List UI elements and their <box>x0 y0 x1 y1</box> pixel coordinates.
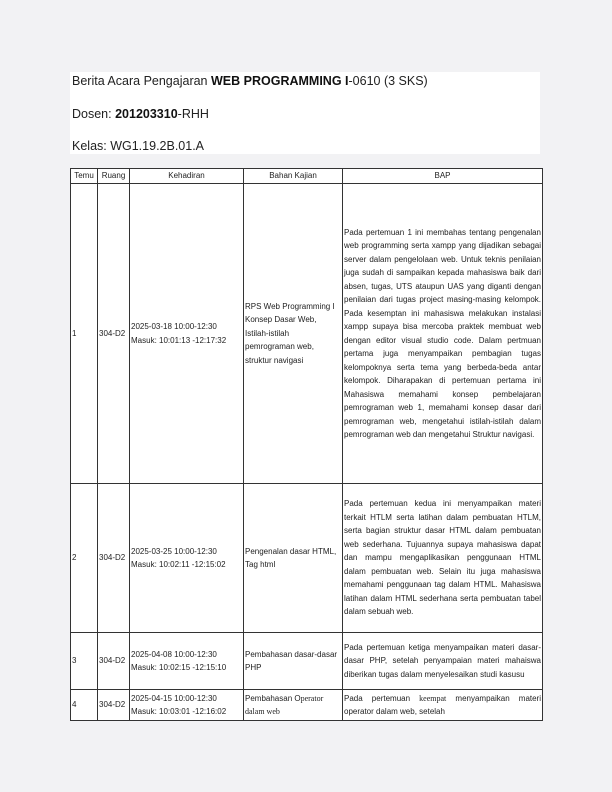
bahan-kajian-cell <box>244 690 343 721</box>
bap-cell <box>343 690 543 721</box>
kelas-line: Kelas: WG1.19.2B.01.A <box>72 139 205 153</box>
table-row <box>71 633 543 690</box>
masuk-text: Masuk: 10:02:15 -12:15:10 <box>131 663 227 672</box>
bap-cell: Pada pertemuan kedua ini menyampaikan materi terkait HTLM serta latihan dalam pembuatan HTLM, serta bagian struktur dasar HTML dalam pembuatan web sederhana. Tujuannya supaya mahasiswa dapat dan mampu mengaplikasikan penggunaan HTML dalam pembuatan web. Selain itu juga mahasiswa memahami penggunaan tag dalam HTML. Mahasiswa latihan dalam HTML sederhana serta pembuatan tabel dalam sebuah web. <box>343 484 543 633</box>
temu-cell: 3 <box>71 633 98 690</box>
jadwal-text: 2025-04-15 10:00-12:30 <box>131 693 217 703</box>
column-header-kehadiran: Kehadiran <box>130 169 244 184</box>
table-row <box>71 184 543 484</box>
bahan-text-b: perator dalam web <box>245 693 324 716</box>
table-row <box>71 484 543 633</box>
dosen-suffix: -RHH <box>177 107 209 121</box>
jadwal-text: 2025-03-18 10:00-12:30 <box>131 322 217 331</box>
jadwal-text: 2025-04-08 10:00-12:30 <box>131 649 217 659</box>
kehadiran-cell <box>130 690 244 721</box>
bahan-kajian-cell: Pengenalan dasar HTML, Tag html <box>244 484 343 633</box>
kehadiran-cell <box>130 633 244 690</box>
bap-table <box>70 168 543 721</box>
bahan-kajian-cell: RPS Web Programming I Konsep Dasar Web, Istilah-istilah pemrograman web, struktur navigasi <box>244 184 343 484</box>
ruang-cell: 304-D2 <box>98 484 130 633</box>
dosen-code: 201203310 <box>115 107 178 121</box>
column-header-bap: BAP <box>343 169 543 184</box>
bahan-kajian-cell: Pembahasan dasar-dasar PHP <box>244 633 343 690</box>
document-header <box>70 72 540 154</box>
bap-text-a: Pada pertemuan <box>344 693 420 703</box>
masuk-text: Masuk: 10:03:01 -12:16:02 <box>131 707 227 716</box>
column-header-bahan-kajian: Bahan Kajian <box>244 169 343 184</box>
title-prefix: Berita Acara Pengajaran <box>72 74 208 88</box>
temu-cell: 4 <box>71 690 98 721</box>
course-name: WEB PROGRAMMING I <box>211 74 349 88</box>
table-header-row <box>71 169 543 184</box>
bap-text-c: menyampaikan materi operator dalam web, setelah <box>344 693 541 716</box>
dosen-line <box>72 107 209 121</box>
jadwal-text: 2025-03-25 10:00-12:30 <box>131 546 217 556</box>
kehadiran-cell <box>130 184 244 484</box>
table-row <box>71 690 543 721</box>
temu-cell: 2 <box>71 484 98 633</box>
bap-cell: Pada pertemuan 1 ini membahas tentang pengenalan web programming serta xampp yang dijadikan sebagai server dalam pengelolaan web. Untuk teknis penilaian juga sudah di sampaikan kepada mahasiswa baik dari absen, tugas, UTS ataupun UAS yang diganti dengan penilaian dari tugas project masing-masing kelompok. Pada kesemptan ini mahasiswa melakukan instalasi xampp supaya bisa mercoba praktek membuat web dengan editor visual studio code. Dalam pertmuan pertama juga menyampaikan pembagian tugas kelompoknya serta tema yang berbeda-beda antar kelompok. Diharapakan di pertemuan pertama ini Mahasiswa memahami konsep pembelajaran pemrograman web 1, memahami konsep dasar dari pemrograman web, mengetahui istilah-istilah dalam pemrograman web dan mengetahui Struktur navigasi. <box>343 184 543 484</box>
column-header-ruang: Ruang <box>98 169 130 184</box>
ruang-cell: 304-D2 <box>98 690 130 721</box>
column-header-temu: Temu <box>71 169 98 184</box>
masuk-text: Masuk: 10:01:13 -12:17:32 <box>131 335 227 345</box>
ruang-cell: 304-D2 <box>98 184 130 484</box>
masuk-text: Masuk: 10:02:11 -12:15:02 <box>131 560 226 569</box>
kehadiran-cell <box>130 484 244 633</box>
bap-cell: Pada pertemuan ketiga menyampaikan materi dasar-dasar PHP, setelah penyampaian materi mahaiswa diberikan tugas dalam menyelesaikan studi kasusu <box>343 633 543 690</box>
bap-text-b: keempat <box>419 693 447 703</box>
course-code: -0610 (3 SKS) <box>348 74 428 88</box>
dosen-label: Dosen: <box>72 107 112 121</box>
ruang-cell: 304-D2 <box>98 633 130 690</box>
bahan-text-a: Pembahasan O <box>245 693 301 703</box>
title-line <box>72 74 428 88</box>
temu-cell: 1 <box>71 184 98 484</box>
